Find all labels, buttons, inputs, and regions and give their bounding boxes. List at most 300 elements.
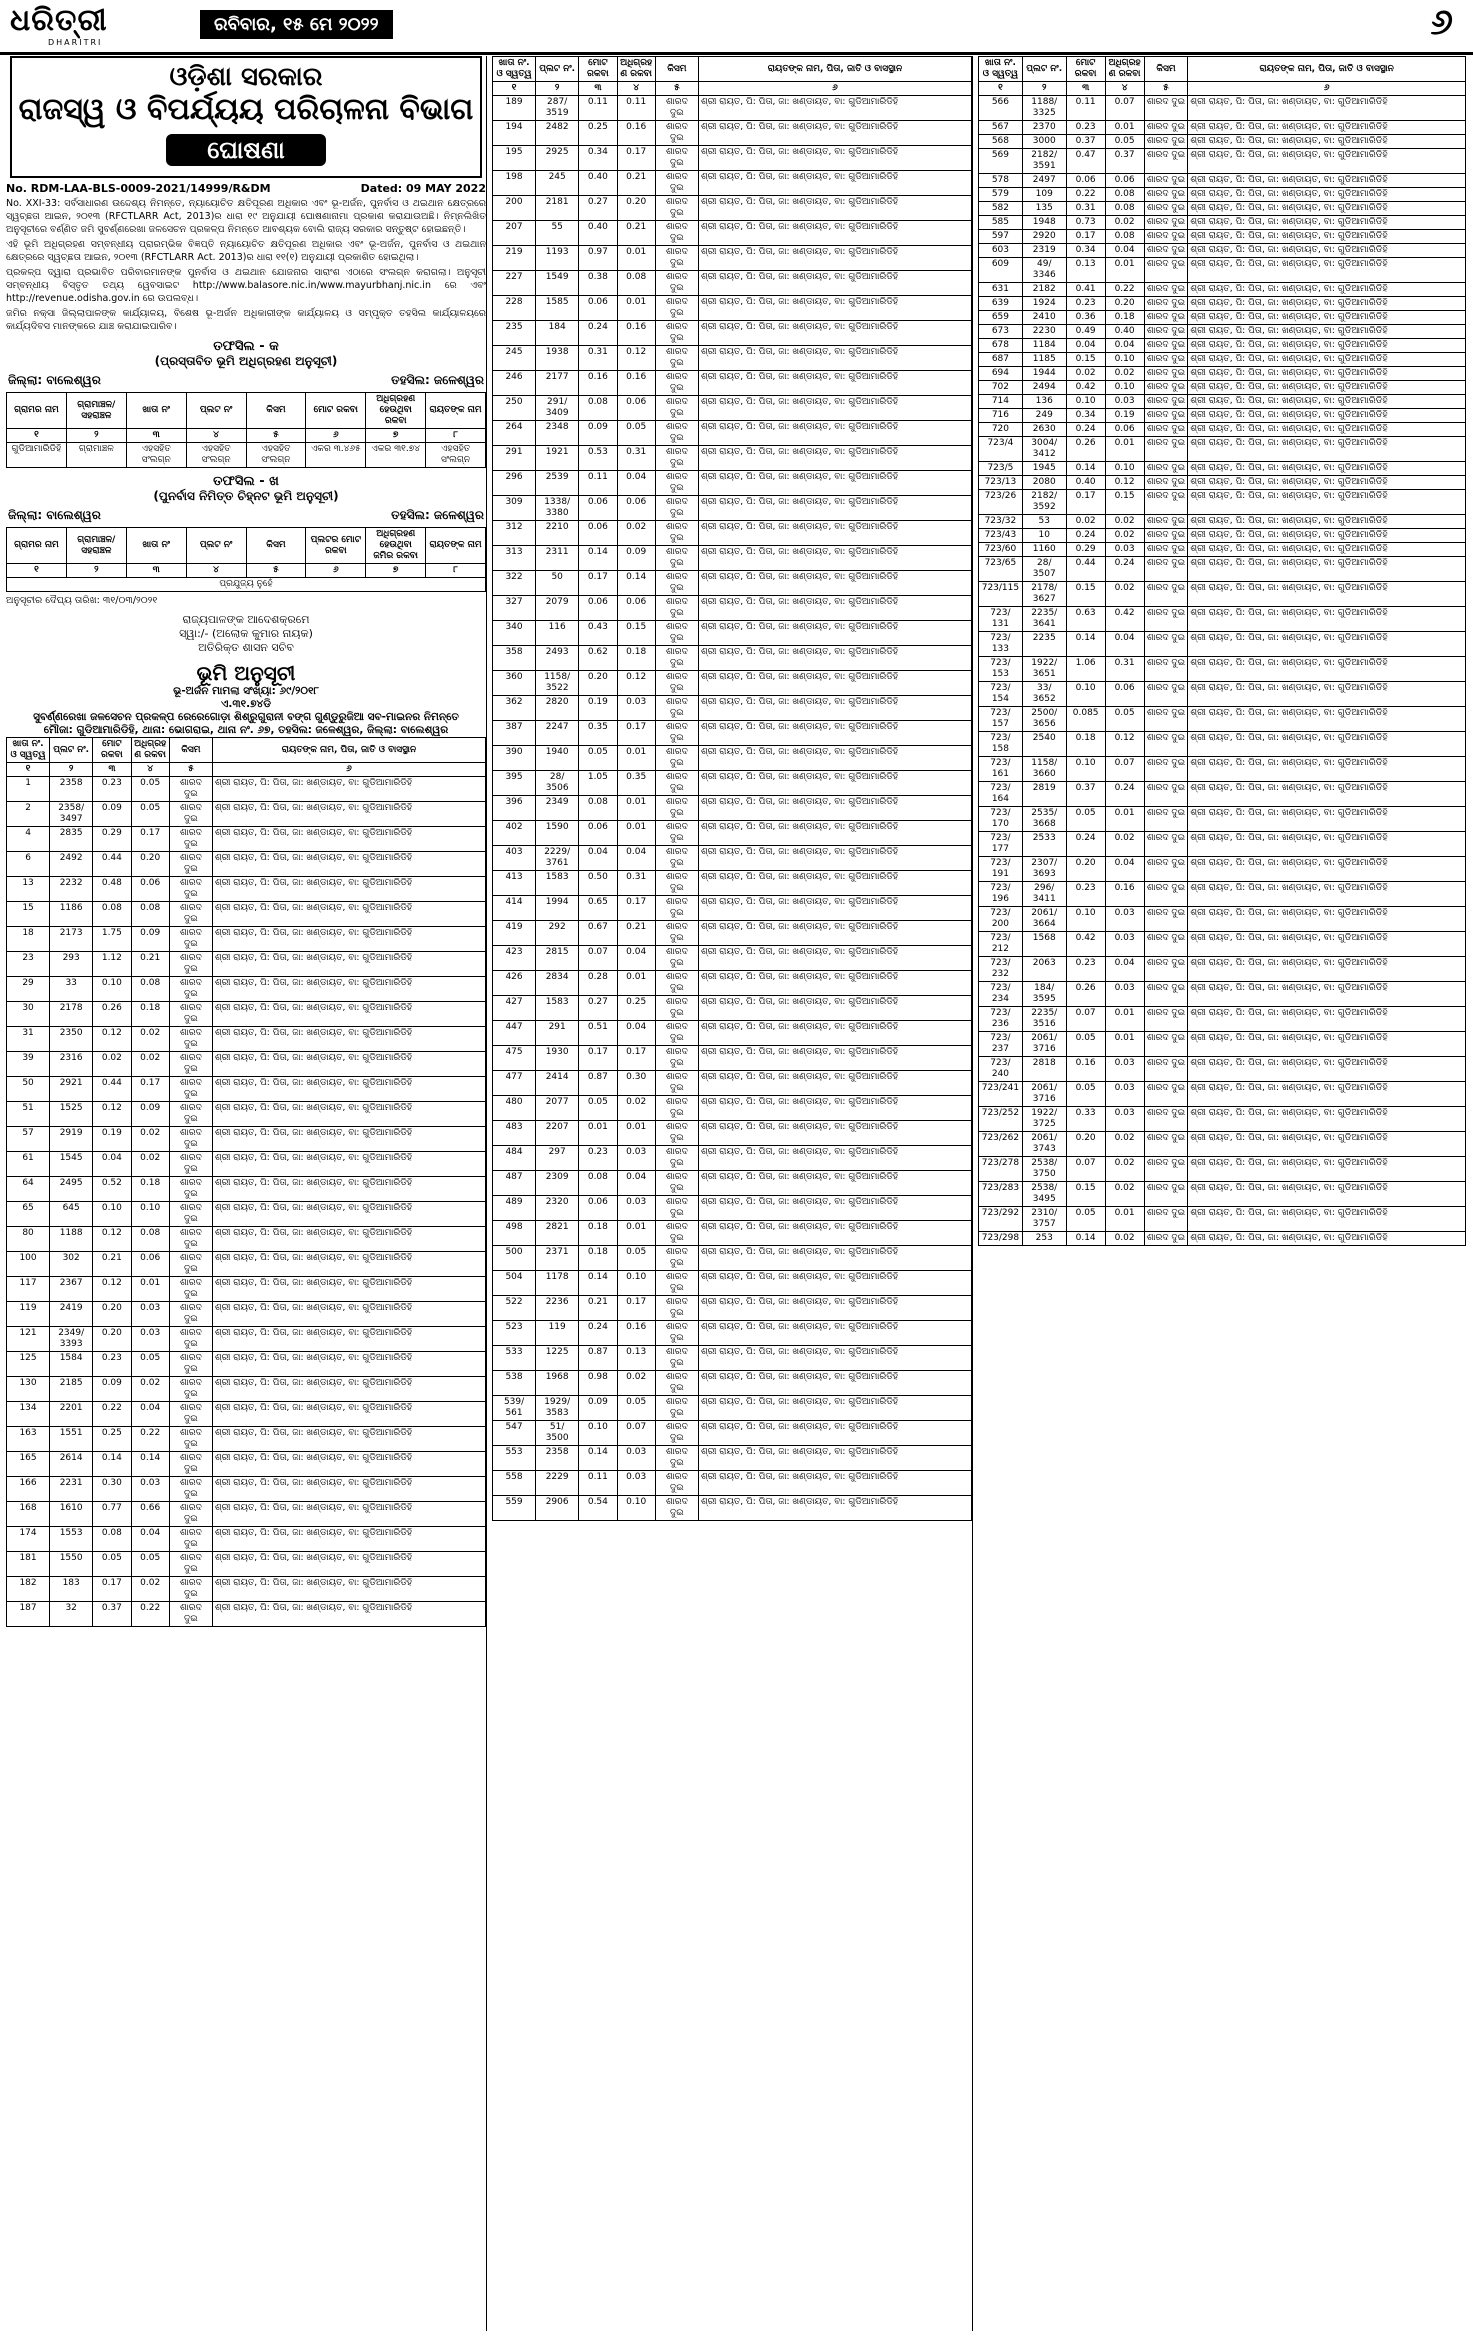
table-cell: 207 xyxy=(493,221,536,246)
table-cell: 2207 xyxy=(536,1121,579,1146)
table-cell: 723/26 xyxy=(979,490,1023,515)
table-cell: 0.12 xyxy=(1105,732,1144,757)
table-cell: 0.08 xyxy=(617,271,655,296)
table-header: ପ୍ଲଟ ନଂ. xyxy=(536,57,579,82)
table-row xyxy=(979,1157,1466,1182)
table-cell: 0.40 xyxy=(579,171,617,196)
owner-cell: ଶ୍ରୀ ରାୟତ, ପି: ପିତା, ଜା: ଖଣ୍ଡାୟତ, ବା: ଗୁଡିଆମାରିଡିହି xyxy=(1188,353,1466,367)
table-cell: 0.16 xyxy=(579,371,617,396)
kisam-cell: ଶାରଦ ଦୁଇ xyxy=(1144,409,1188,423)
table-row xyxy=(979,1032,1466,1057)
kisam-cell: ଶାରଦ ଦୁଇ xyxy=(169,1302,212,1327)
tahasil-label: ତହସିଲ: ଜଳେଶ୍ୱର xyxy=(391,373,484,387)
owner-cell: ଶ୍ରୀ ରାୟତ, ପି: ପିତା, ଜା: ଖଣ୍ଡାୟତ, ବା: ଗୁଡିଆମାରିଡିହି xyxy=(1188,1082,1466,1107)
owner-cell: ଶ୍ରୀ ରାୟତ, ପି: ପିତା, ଜା: ଖଣ୍ଡାୟତ, ବା: ଗୁଡିଆମାରିଡିହି xyxy=(1188,490,1466,515)
kisam-cell: ଶାରଦ ଦୁଇ xyxy=(169,1002,212,1027)
notice-paragraph: ଏହି ଭୂମି ଅଧିଗ୍ରହଣ ସମ୍ବନ୍ଧୀୟ ପ୍ରାରମ୍ଭିକ ବିଜ୍ଞପ୍ତି ନ୍ୟାୟୋଚିତ କ୍ଷତିପୂରଣ ଅଧିକାର ଏବଂ ଭୂ-ଅର୍ଜନ, ପୁନର୍ବାସ ଓ ଥଇଥାନ କ୍ଷେତ୍ରରେ ସ୍ୱଚ୍ଛତା ଆଇନ, ୨୦୧୩ (RFCTLARR Act. 2013)ର ଧାରା ୧୧(୧) ଅନୁଯାୟୀ ପ୍ରକାଶିତ ହୋଇଥିଲା। xyxy=(6,239,486,263)
table-cell: 0.30 xyxy=(617,1071,655,1096)
table-cell: 125 xyxy=(7,1352,50,1377)
table-cell: 0.10 xyxy=(1066,682,1105,707)
owner-cell: ଶ୍ରୀ ରାୟତ, ପି: ପିତା, ଜା: ଖଣ୍ଡାୟତ, ବା: ଗୁଡିଆମାରିଡିହି xyxy=(212,1477,485,1502)
table-cell: 2311 xyxy=(536,546,579,571)
table-cell: 15 xyxy=(7,902,50,927)
table-cell: 483 xyxy=(493,1121,536,1146)
not-applicable-note: ପ୍ରଯୁଜ୍ୟ ନୁହେଁ xyxy=(7,578,486,592)
owner-cell: ଶ୍ରୀ ରାୟତ, ପି: ପିତା, ଜା: ଖଣ୍ଡାୟତ, ବା: ଗୁଡିଆମାରିଡିହି xyxy=(212,777,485,802)
table-cell: 2178/ 3627 xyxy=(1022,582,1066,607)
table-header: ରାୟତଙ୍କ ନାମ, ପିତା, ଜାତି ଓ ବାସସ୍ଥାନ xyxy=(1188,57,1466,82)
table-row xyxy=(979,907,1466,932)
kisam-cell: ଶାରଦ ଦୁଇ xyxy=(655,246,698,271)
table-cell: 250 xyxy=(493,396,536,421)
table-cell: 0.01 xyxy=(1105,121,1144,135)
column-index: ୬ xyxy=(698,82,971,96)
table-cell: 426 xyxy=(493,971,536,996)
table-cell: 0.20 xyxy=(579,671,617,696)
reference-number: No. RDM-LAA-BLS-0009-2021/14999/R&DM xyxy=(6,182,271,195)
kisam-cell: ଶାରଦ ଦୁଇ xyxy=(655,421,698,446)
column-index: ୫ xyxy=(169,763,212,777)
table-row xyxy=(979,423,1466,437)
table-cell: 2307/ 3693 xyxy=(1022,857,1066,882)
owner-cell: ଶ୍ରୀ ରାୟତ, ପି: ପିତା, ଜା: ଖଣ୍ଡାୟତ, ବା: ଗୁଡିଆମାରିଡିହି xyxy=(698,96,971,121)
table-cell: 0.14 xyxy=(1066,1232,1105,1246)
table-cell: 0.09 xyxy=(131,927,169,952)
table-cell: 1338/ 3380 xyxy=(536,496,579,521)
table-row xyxy=(493,1271,972,1296)
column-index: ୮ xyxy=(426,429,486,443)
table-row xyxy=(7,1102,486,1127)
kisam-cell: ଶାରଦ ଦୁଇ xyxy=(655,696,698,721)
table-cell: 166 xyxy=(7,1477,50,1502)
owner-cell: ଶ୍ରୀ ରାୟତ, ପି: ପିତା, ଜା: ଖଣ୍ଡାୟତ, ବା: ଗୁଡିଆମାରିଡିହି xyxy=(698,1496,971,1521)
kisam-cell: ଶାରଦ ଦୁଇ xyxy=(655,296,698,321)
table-cell: 2079 xyxy=(536,596,579,621)
table-cell: 2614 xyxy=(50,1452,93,1477)
table-cell: 0.11 xyxy=(579,1471,617,1496)
table-cell: 0.13 xyxy=(1066,258,1105,283)
owner-cell: ଶ୍ରୀ ରାୟତ, ପି: ପିତା, ଜା: ଖଣ୍ଡାୟତ, ବା: ଗୁଡିଆମାରିଡିହି xyxy=(212,1127,485,1152)
kisam-cell: ଶାରଦ ଦୁଇ xyxy=(1144,339,1188,353)
table-cell: 2358 xyxy=(50,777,93,802)
table-row xyxy=(979,244,1466,258)
kisam-cell: ଶାରଦ ଦୁଇ xyxy=(1144,1207,1188,1232)
owner-cell: ଶ୍ରୀ ରାୟତ, ପି: ପିତା, ଜା: ଖଣ୍ଡାୟତ, ବା: ଗୁଡିଆମାରିଡିହି xyxy=(1188,1207,1466,1232)
table-cell: 0.01 xyxy=(617,821,655,846)
table-cell: 0.05 xyxy=(617,1396,655,1421)
table-cell: 0.02 xyxy=(1105,515,1144,529)
table-cell: 0.06 xyxy=(579,1196,617,1221)
table-cell: 0.06 xyxy=(1105,682,1144,707)
kisam-cell: ଶାରଦ ଦୁଇ xyxy=(169,1502,212,1527)
column-index: ୭ xyxy=(366,429,426,443)
kisam-cell: ଶାରଦ ଦୁଇ xyxy=(1144,1107,1188,1132)
table-cell: 0.17 xyxy=(1066,490,1105,515)
table-cell: 0.03 xyxy=(1105,1057,1144,1082)
owner-cell: ଶ୍ରୀ ରାୟତ, ପି: ପିତା, ଜା: ଖଣ୍ଡାୟତ, ବା: ଗୁଡିଆମାରିଡିହି xyxy=(212,1277,485,1302)
owner-cell: ଶ୍ରୀ ରାୟତ, ପି: ପିତା, ଜା: ଖଣ୍ଡାୟତ, ବା: ଗୁଡିଆମାରିଡିହି xyxy=(1188,423,1466,437)
table-cell: 1924 xyxy=(1022,297,1066,311)
table-cell: 0.36 xyxy=(1066,311,1105,325)
table-cell: 182 xyxy=(7,1577,50,1602)
project-title: ସୁବର୍ଣ୍ଣରେଖା ଜଳସେଚନ ପ୍ରକଳ୍ପ ରେରେଗୋଡ଼ା ଶିଶ୍ରୁଗୁରାନୀ ବଙ୍ଗ ଗୁଣ୍ଡୁରୁଜିଆ ସବ-ମାଇନର ନିମନ୍ତେ xyxy=(33,711,459,723)
table-cell: 0.37 xyxy=(1066,782,1105,807)
table-cell: 309 xyxy=(493,496,536,521)
column-index: ୪ xyxy=(131,763,169,777)
table-cell: 0.34 xyxy=(1066,409,1105,423)
owner-cell: ଶ୍ରୀ ରାୟତ, ପି: ପିତା, ଜା: ଖଣ୍ଡାୟତ, ବା: ଗୁଡିଆମାରିଡିହି xyxy=(698,1321,971,1346)
table-cell: 523 xyxy=(493,1321,536,1346)
table-cell: 639 xyxy=(979,297,1023,311)
table-cell: 2538/ 3750 xyxy=(1022,1157,1066,1182)
owner-cell: ଶ୍ରୀ ରାୟତ, ପି: ପିତା, ଜା: ଖଣ୍ଡାୟତ, ବା: ଗୁଡିଆମାରିଡିହି xyxy=(1188,907,1466,932)
owner-cell: ଶ୍ରୀ ରାୟତ, ପି: ପିତା, ଜା: ଖଣ୍ଡାୟତ, ବା: ଗୁଡିଆମାରିଡିହି xyxy=(212,827,485,852)
owner-cell: ଶ୍ରୀ ରାୟତ, ପି: ପିତା, ଜା: ଖଣ୍ଡାୟତ, ବା: ଗୁଡିଆମାରିଡିହି xyxy=(1188,437,1466,462)
table-cell: 51 xyxy=(7,1102,50,1127)
kisam-cell: ଶାରଦ ଦୁଇ xyxy=(1144,932,1188,957)
table-row xyxy=(493,721,972,746)
table-cell: 0.15 xyxy=(617,621,655,646)
owner-cell: ଶ୍ରୀ ରାୟତ, ପି: ପିତା, ଜା: ଖଣ୍ଡାୟତ, ବା: ଗୁଡିଆମାରିଡିହି xyxy=(1188,381,1466,395)
kisam-cell: ଶାରଦ ଦୁଇ xyxy=(655,721,698,746)
table-cell: 65 xyxy=(7,1202,50,1227)
table-cell: 0.04 xyxy=(131,1527,169,1552)
table-cell: 0.18 xyxy=(1066,732,1105,757)
table-header: ଖାତା ନଂ xyxy=(126,528,186,564)
table-cell: 0.10 xyxy=(1066,757,1105,782)
table-cell: 0.26 xyxy=(1066,437,1105,462)
kisam-cell: ଶାରଦ ଦୁଇ xyxy=(655,1246,698,1271)
table-cell: 0.04 xyxy=(1105,857,1144,882)
table-cell: 2358 xyxy=(536,1446,579,1471)
table-cell: 0.10 xyxy=(617,1271,655,1296)
kisam-cell: ଶାରଦ ଦୁଇ xyxy=(1144,515,1188,529)
table-cell: 0.01 xyxy=(1105,1207,1144,1232)
table-cell: ଏହସହିତ ସଂଲଗ୍ନ xyxy=(426,443,486,468)
kisam-cell: ଶାରଦ ଦୁଇ xyxy=(1144,543,1188,557)
table-cell: 0.05 xyxy=(93,1552,131,1577)
table-cell: 2818 xyxy=(1022,1057,1066,1082)
table-cell: 0.04 xyxy=(1105,957,1144,982)
table-header: ଅଧିଗ୍ରହଣ ରକବା xyxy=(131,738,169,763)
kisam-cell: ଶାରଦ ଦୁଇ xyxy=(655,896,698,921)
table-row xyxy=(979,707,1466,732)
table-row xyxy=(979,1182,1466,1207)
owner-cell: ଶ୍ରୀ ରାୟତ, ପି: ପିତା, ଜା: ଖଣ୍ଡାୟତ, ବା: ଗୁଡିଆମାରିଡିହି xyxy=(698,1371,971,1396)
table-cell: 0.04 xyxy=(1105,339,1144,353)
table-cell: 198 xyxy=(493,171,536,196)
table-cell: 253 xyxy=(1022,1232,1066,1246)
kisam-cell: ଶାରଦ ଦୁଇ xyxy=(1144,907,1188,932)
kisam-cell: ଶାରଦ ଦୁଇ xyxy=(1144,1057,1188,1082)
table-cell: 0.04 xyxy=(579,846,617,871)
table-header: ପ୍ଲଟ ନଂ xyxy=(186,393,246,429)
table-cell: 0.085 xyxy=(1066,707,1105,732)
table-row xyxy=(7,1152,486,1177)
table-cell: 0.17 xyxy=(131,827,169,852)
table-cell: 0.14 xyxy=(131,1452,169,1477)
table-cell: 0.05 xyxy=(1066,1082,1105,1107)
table-cell: 2231 xyxy=(50,1477,93,1502)
table-row xyxy=(979,932,1466,957)
table-cell: 566 xyxy=(979,96,1023,121)
table-cell: 0.04 xyxy=(617,471,655,496)
table-cell: 723/ 133 xyxy=(979,632,1023,657)
table-row xyxy=(493,171,972,196)
table-row xyxy=(7,877,486,902)
table-row xyxy=(493,1396,972,1421)
kisam-cell: ଶାରଦ ଦୁଇ xyxy=(655,121,698,146)
table-cell: 0.08 xyxy=(93,902,131,927)
table-cell: 0.22 xyxy=(131,1427,169,1452)
notice-paragraph: ପ୍ରକଳ୍ପ ଦ୍ୱାରା ପ୍ରଭାବିତ ପରିବାରମାନଙ୍କ ପୁନର୍ବାସ ଓ ଥଇଥାନ ଯୋଜନାର ସାରାଂଶ ଏଠାରେ ସଂଲଗ୍ନ କରାଗଲା। ଅନୁସୂଚୀ ସମ୍ବନ୍ଧୀୟ ବିସ୍ତୃତ ତଥ୍ୟ ୱେବସାଇଟ http://www.balasore.nic.in/www.mayurbhanj.nic.in ରେ ଏବଂ http://revenue.odisha.gov.in ରେ ଉପଲବ୍ଧ। xyxy=(6,267,486,304)
owner-cell: ଶ୍ରୀ ରାୟତ, ପି: ପିତା, ଜା: ଖଣ୍ଡାୟତ, ବା: ଗୁଡିଆମାରିଡିହି xyxy=(698,871,971,896)
table-cell: 597 xyxy=(979,230,1023,244)
table-cell: 0.07 xyxy=(617,1421,655,1446)
table-cell: 723/ 240 xyxy=(979,1057,1023,1082)
table-cell: 327 xyxy=(493,596,536,621)
table-cell: 0.08 xyxy=(131,902,169,927)
column-index: ୩ xyxy=(579,82,617,96)
table-cell: 0.10 xyxy=(617,1496,655,1521)
kisam-cell: ଶାରଦ ଦୁଇ xyxy=(1144,682,1188,707)
table-cell: 723/ 232 xyxy=(979,957,1023,982)
owner-cell: ଶ୍ରୀ ରାୟତ, ପି: ପିତା, ଜା: ଖଣ୍ଡାୟତ, ବା: ଗୁଡିଆମାରିଡିହି xyxy=(698,696,971,721)
table-cell: 0.22 xyxy=(131,1602,169,1627)
table-row xyxy=(7,777,486,802)
table-row xyxy=(493,1321,972,1346)
kisam-cell: ଶାରଦ ଦୁଇ xyxy=(1144,1032,1188,1057)
table-cell: 0.02 xyxy=(1066,367,1105,381)
table-cell: 0.07 xyxy=(1105,757,1144,782)
owner-cell: ଶ୍ରୀ ରାୟତ, ପି: ପିତା, ଜା: ଖଣ୍ଡାୟତ, ବା: ଗୁଡିଆମାରିଡିହି xyxy=(1188,782,1466,807)
table-cell: 2371 xyxy=(536,1246,579,1271)
table-row xyxy=(979,230,1466,244)
table-cell: 0.14 xyxy=(579,1446,617,1471)
kisam-cell: ଶାରଦ ଦୁଇ xyxy=(1144,529,1188,543)
table-header: ଗ୍ରାମର ନାମ xyxy=(7,528,67,564)
mouza-line: ମୌଜା: ଗୁଡିଆମାରିଡିହି, ଥାନା: ଭୋଗରାଇ, ଥାନା ନଂ. ୬୭, ତହସିଲ: ଜଳେଶ୍ୱର, ଜିଲ୍ଲା: ବାଲେଶ୍ୱର xyxy=(43,724,449,736)
owner-cell: ଶ୍ରୀ ରାୟତ, ପି: ପିତା, ଜା: ଖଣ୍ଡାୟତ, ବା: ଗୁଡିଆମାରିଡିହି xyxy=(698,996,971,1021)
table-cell: 0.02 xyxy=(1105,1157,1144,1182)
table-cell: 0.04 xyxy=(617,1021,655,1046)
table-cell: 568 xyxy=(979,135,1023,149)
kisam-cell: ଶାରଦ ଦୁଇ xyxy=(1144,882,1188,907)
district-label: ଜିଲ୍ଲା: ବାଲେଶ୍ୱର xyxy=(8,373,101,387)
kisam-cell: ଶାରଦ ଦୁଇ xyxy=(169,827,212,852)
table-cell: 390 xyxy=(493,746,536,771)
table-row xyxy=(979,807,1466,832)
table-row xyxy=(7,977,486,1002)
table-cell: ଏହସହିତ ସଂଲଗ୍ନ xyxy=(186,443,246,468)
owner-cell: ଶ୍ରୀ ରାୟତ, ପି: ପିତା, ଜା: ଖଣ୍ଡାୟତ, ବା: ଗୁଡିଆମାରିଡିହି xyxy=(212,802,485,827)
table-row xyxy=(493,1471,972,1496)
government-name: ଓଡ଼ିଶା ସରକାର xyxy=(169,62,323,92)
table-row xyxy=(493,1346,972,1371)
table-row xyxy=(493,396,972,421)
kisam-cell: ଶାରଦ ଦୁଇ xyxy=(1144,782,1188,807)
kisam-cell: ଶାରଦ ଦୁଇ xyxy=(1144,244,1188,258)
owner-cell: ଶ୍ରୀ ରାୟତ, ପି: ପିତା, ଜା: ଖଣ୍ଡାୟତ, ବା: ଗୁଡିଆମାରିଡିହି xyxy=(212,1152,485,1177)
owner-cell: ଶ୍ରୀ ରାୟତ, ପି: ପିତା, ଜା: ଖଣ୍ଡାୟତ, ବା: ଗୁଡିଆମାରିଡିହି xyxy=(212,1227,485,1252)
kisam-cell: ଶାରଦ ଦୁଇ xyxy=(1144,121,1188,135)
table-cell: 2367 xyxy=(50,1277,93,1302)
table-cell: 0.67 xyxy=(579,921,617,946)
kisam-cell: ଶାରଦ ଦୁଇ xyxy=(655,1071,698,1096)
table-cell: 716 xyxy=(979,409,1023,423)
table-cell: 0.37 xyxy=(93,1602,131,1627)
table-cell: 0.44 xyxy=(93,852,131,877)
table-cell: 0.66 xyxy=(131,1502,169,1527)
table-row xyxy=(7,1252,486,1277)
table-cell: 0.62 xyxy=(579,646,617,671)
kisam-cell: ଶାରଦ ଦୁଇ xyxy=(655,1096,698,1121)
table-header: ଅଧିଗ୍ରହଣ ରକବା xyxy=(1105,57,1144,82)
table-cell: 0.65 xyxy=(579,896,617,921)
table-cell: 723/ 191 xyxy=(979,857,1023,882)
table-header: ଖାତା ନଂ. ଓ ସ୍ୱତ୍ୱ xyxy=(493,57,536,82)
table-cell: 1550 xyxy=(50,1552,93,1577)
notice-box xyxy=(10,56,482,178)
kisam-cell: ଶାରଦ ଦୁଇ xyxy=(169,1402,212,1427)
table-header: ରାୟତଙ୍କ ନାମ, ପିତା, ଜାତି ଓ ବାସସ୍ଥାନ xyxy=(698,57,971,82)
table-row xyxy=(7,1052,486,1077)
owner-cell: ଶ୍ରୀ ରାୟତ, ପି: ପିତା, ଜା: ଖଣ୍ଡାୟତ, ବା: ଗୁଡିଆମାରିଡିହି xyxy=(1188,682,1466,707)
kisam-cell: ଶାରଦ ଦୁଇ xyxy=(169,1427,212,1452)
kisam-cell: ଶାରଦ ଦୁଇ xyxy=(655,971,698,996)
kisam-cell: ଶାରଦ ଦୁଇ xyxy=(655,496,698,521)
table-cell: 2309 xyxy=(536,1171,579,1196)
table-cell: 0.04 xyxy=(617,1171,655,1196)
table-cell: 0.11 xyxy=(579,96,617,121)
table-cell: 414 xyxy=(493,896,536,921)
table-cell: 0.06 xyxy=(131,877,169,902)
kisam-cell: ଶାରଦ ଦୁଇ xyxy=(1144,311,1188,325)
table-cell: 53 xyxy=(1022,515,1066,529)
table-cell: 0.19 xyxy=(579,696,617,721)
owner-cell: ଶ୍ରୀ ରାୟତ, ପି: ପିତା, ଜା: ଖଣ୍ଡାୟତ, ବା: ଗୁଡିଆମାରିଡିହି xyxy=(1188,1182,1466,1207)
table-cell: 219 xyxy=(493,246,536,271)
owner-cell: ଶ୍ରୀ ରାୟତ, ପି: ପିତା, ଜା: ଖଣ୍ଡାୟତ, ବା: ଗୁଡିଆମାରିଡିହି xyxy=(698,671,971,696)
kisam-cell: ଶାରଦ ଦୁଇ xyxy=(169,1377,212,1402)
owner-cell: ଶ୍ରୀ ରାୟତ, ପି: ପିତା, ଜା: ଖଣ୍ଡାୟତ, ବା: ଗୁଡିଆମାରିଡିହି xyxy=(698,971,971,996)
table-cell: 0.28 xyxy=(579,971,617,996)
table-row xyxy=(493,696,972,721)
table-cell: 0.09 xyxy=(131,1102,169,1127)
table-row xyxy=(979,857,1466,882)
table-cell: 2919 xyxy=(50,1127,93,1152)
owner-cell: ଶ୍ରୀ ରାୟତ, ପି: ପିତା, ଜା: ଖଣ୍ଡାୟତ, ବା: ଗୁଡିଆମାରିଡିହି xyxy=(212,1052,485,1077)
table-cell: 0.15 xyxy=(1066,353,1105,367)
table-cell: 297 xyxy=(536,1146,579,1171)
table-cell: 0.54 xyxy=(579,1496,617,1521)
column-index: ୨ xyxy=(50,763,93,777)
table-row xyxy=(493,1021,972,1046)
table-cell: 0.16 xyxy=(1105,882,1144,907)
table-cell: 0.04 xyxy=(1105,632,1144,657)
table-cell: 0.14 xyxy=(579,1271,617,1296)
kisam-cell: ଶାରଦ ଦୁଇ xyxy=(655,671,698,696)
owner-cell: ଶ୍ରୀ ରାୟତ, ପି: ପିତା, ଜା: ଖଣ୍ଡାୟତ, ବା: ଗୁଡିଆମାରିଡିହି xyxy=(698,196,971,221)
owner-cell: ଶ୍ରୀ ରାୟତ, ପି: ପିତା, ଜା: ଖଣ୍ଡାୟତ, ବା: ଗୁଡିଆମାରିଡିହି xyxy=(1188,230,1466,244)
table-row xyxy=(7,1127,486,1152)
table-cell: 2077 xyxy=(536,1096,579,1121)
table-cell: 1568 xyxy=(1022,932,1066,957)
table-cell: ଏକର ୩.୪୬୫ xyxy=(306,443,366,468)
kisam-cell: ଶାରଦ ଦୁଇ xyxy=(169,1577,212,1602)
table-cell: 0.14 xyxy=(1066,462,1105,476)
kisam-cell: ଶାରଦ ଦୁଇ xyxy=(1144,188,1188,202)
table-cell: 0.87 xyxy=(579,1071,617,1096)
table-row xyxy=(979,782,1466,807)
table-cell: 2350 xyxy=(50,1027,93,1052)
table-cell: 2414 xyxy=(536,1071,579,1096)
table-cell: 0.01 xyxy=(617,246,655,271)
table-cell: 585 xyxy=(979,216,1023,230)
table-cell: 723/241 xyxy=(979,1082,1023,1107)
table-row xyxy=(979,1007,1466,1032)
table-cell: 0.23 xyxy=(1066,297,1105,311)
table-row xyxy=(979,311,1466,325)
table-cell: 0.03 xyxy=(617,1196,655,1221)
kisam-cell: ଶାରଦ ଦୁଇ xyxy=(1144,353,1188,367)
table-cell: 0.01 xyxy=(1105,258,1144,283)
table-cell: 0.21 xyxy=(131,952,169,977)
table-cell: 119 xyxy=(7,1302,50,1327)
kisam-cell: ଶାରଦ ଦୁଇ xyxy=(1144,476,1188,490)
owner-cell: ଶ୍ରୀ ରାୟତ, ପି: ପିତା, ଜା: ଖଣ୍ଡାୟତ, ବା: ଗୁଡିଆମାରିଡିହି xyxy=(698,1346,971,1371)
kisam-cell: ଶାରଦ ଦୁଇ xyxy=(169,902,212,927)
land-table-2 xyxy=(492,56,972,1521)
table-cell: 39 xyxy=(7,1052,50,1077)
kisam-cell: ଶାରଦ ଦୁଇ xyxy=(1144,135,1188,149)
kisam-cell: ଶାରଦ ଦୁଇ xyxy=(1144,657,1188,682)
table-row xyxy=(979,957,1466,982)
table-cell: 0.21 xyxy=(579,1296,617,1321)
owner-cell: ଶ୍ରୀ ରାୟତ, ପି: ପିତା, ଜା: ଖଣ୍ଡାୟତ, ବା: ଗୁଡିଆମାରିଡିହି xyxy=(698,396,971,421)
table-cell: 360 xyxy=(493,671,536,696)
table-cell: 0.42 xyxy=(1066,381,1105,395)
table-cell: 0.24 xyxy=(579,1321,617,1346)
table-header: ପ୍ଲଟ ନଂ xyxy=(186,528,246,564)
table-cell: 0.27 xyxy=(579,996,617,1021)
table-cell: 10 xyxy=(1022,529,1066,543)
table-cell: 413 xyxy=(493,871,536,896)
table-row xyxy=(979,1207,1466,1232)
table-cell: 0.18 xyxy=(579,1246,617,1271)
table-cell: 33 xyxy=(50,977,93,1002)
table-cell: 2349/ 3393 xyxy=(50,1327,93,1352)
table-cell: 419 xyxy=(493,921,536,946)
table-cell: 1188/ 3325 xyxy=(1022,96,1066,121)
table-header: କିସମ xyxy=(655,57,698,82)
table-row xyxy=(7,1527,486,1552)
owner-cell: ଶ୍ରୀ ରାୟତ, ପି: ପିତା, ଜା: ଖଣ୍ଡାୟତ, ବା: ଗୁଡିଆମାରିଡିହି xyxy=(698,1246,971,1271)
table-row xyxy=(493,296,972,321)
table-row xyxy=(493,946,972,971)
kisam-cell: ଶାରଦ ଦୁଇ xyxy=(655,846,698,871)
kisam-cell: ଶାରଦ ଦୁଇ xyxy=(655,446,698,471)
column-index: ୩ xyxy=(126,564,186,578)
table-cell: 0.10 xyxy=(93,977,131,1002)
owner-cell: ଶ୍ରୀ ରାୟତ, ପି: ପିତା, ଜା: ଖଣ୍ଡାୟତ, ବା: ଗୁଡିଆମାରିଡିହି xyxy=(698,1021,971,1046)
table-cell: 0.10 xyxy=(1105,462,1144,476)
table-cell: 1944 xyxy=(1022,367,1066,381)
table-cell: 423 xyxy=(493,946,536,971)
owner-cell: ଶ୍ରୀ ରାୟତ, ପି: ପିତା, ଜା: ଖଣ୍ଡାୟତ, ବା: ଗୁଡିଆମାରିଡିହି xyxy=(698,171,971,196)
table-cell: 23 xyxy=(7,952,50,977)
table-cell: ଗ୍ରାମାଞ୍ଚଳ xyxy=(66,443,126,468)
